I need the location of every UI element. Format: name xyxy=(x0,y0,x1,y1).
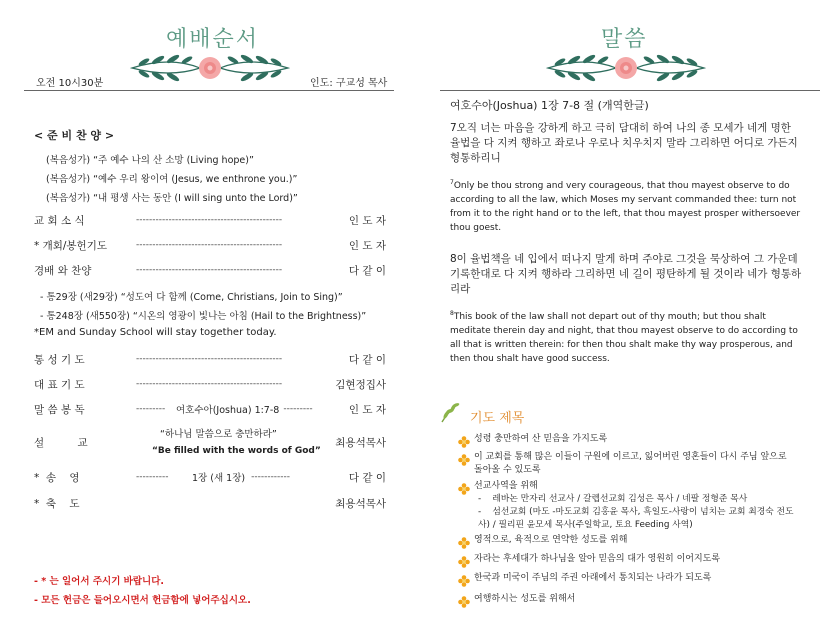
dotted-leader: --------------------------------------------- xyxy=(136,215,283,225)
verse-8-english xyxy=(450,307,806,366)
dotted-leader: ---------- xyxy=(136,472,169,482)
order-row xyxy=(34,350,386,368)
service-time: 오전 10시30분 xyxy=(36,78,104,89)
verse-7-korean: 7오직 너는 마음을 강하게 하고 극히 담대히 하여 나의 종 모세가 네게 명한 율법을 다 지켜 행하고 좌로나 우로나 치우치지 말라 그리하면 어디로 가든지 형통하리니 xyxy=(450,122,798,164)
service-leader: 인도: 구교성 목사 xyxy=(310,78,388,89)
header-rule-left xyxy=(24,90,394,91)
dotted-leader: --------------------------------------------- xyxy=(136,354,283,364)
prayer-item: 자라는 후세대가 하나님을 알아 믿음의 대가 영원히 이어지도록 xyxy=(474,554,721,564)
page-title-left: 예배순서 xyxy=(166,27,260,52)
order-label: 설 교 xyxy=(34,436,88,449)
order-label: * 축 도 xyxy=(34,497,80,510)
dotted-leader: --------- xyxy=(283,404,313,414)
leaf-flower-ornament-right xyxy=(546,52,706,84)
order-label: 경배 와 찬양 xyxy=(34,264,92,277)
order-row xyxy=(34,261,386,279)
order-label: 통 성 기 도 xyxy=(34,353,85,366)
prayer-item: 영적으로, 육적으로 연약한 성도를 위해 xyxy=(474,535,628,545)
worship-song: - 통248장 (새550장) “시온의 영광이 빛나는 아침 (Hail to the Brightness)” xyxy=(40,311,367,322)
prep-song: (복음성가) “내 평생 사는 동안 (I will sing unto the Lord)” xyxy=(46,193,298,204)
prep-song: (복음성가) “주 예수 나의 산 소망 (Living hope)” xyxy=(46,155,254,166)
order-who: 인 도 자 xyxy=(348,214,386,227)
order-label: 대 표 기 도 xyxy=(34,378,85,391)
order-who: 최용석목사 xyxy=(335,436,386,449)
prayer-item: 한국과 미국이 주님의 주권 아래에서 통치되는 나라가 되도록 xyxy=(474,573,712,583)
prep-song: (복음성가) “예수 우리 왕이여 (Jesus, we enthrone you.)” xyxy=(46,174,298,185)
em-note: *EM and Sunday School will stay together today. xyxy=(34,327,277,338)
offering-note: - 모든 헌금은 들어오시면서 헌금함에 넣어주십시오. xyxy=(34,595,251,606)
header-rule-right xyxy=(440,90,820,91)
order-label: 교 회 소 식 xyxy=(34,214,85,227)
dotted-leader: --------------------------------------------- xyxy=(136,240,283,250)
prayer-item: 성령 충만하여 산 믿음을 가지도록 xyxy=(474,434,608,444)
dotted-leader: --------------------------------------------- xyxy=(136,265,283,275)
order-who: 최용석목사 xyxy=(335,497,386,510)
flower-bullet-icon xyxy=(458,593,470,605)
mission-item: - 레바논 만자리 선교사 / 갈렙선교회 김성은 목사 / 네팔 정형준 목사 xyxy=(478,494,748,504)
worship-song: - 통29장 (새29장) “성도여 다 함께 (Come, Christians, Join to Sing)” xyxy=(40,292,343,303)
prayer-item: 여행하시는 성도를 위해서 xyxy=(474,594,576,604)
order-label: * 개회/봉헌기도 xyxy=(34,239,107,252)
flower-bullet-icon xyxy=(458,553,470,565)
order-row-scripture xyxy=(34,400,386,418)
scripture-heading: 여호수아(Joshua) 1장 7-8 절 (개역한글) xyxy=(450,99,649,112)
order-row-benediction xyxy=(34,494,386,512)
order-who: 인 도 자 xyxy=(348,403,386,416)
sermon-title-korean: “하나님 말씀으로 충만하라” xyxy=(160,429,277,440)
verse-text: This book of the law shall not depart out of thy mouth; but thou shalt meditate therein day and night, that thou mayest observe to do according to all that is written therein: for then thou shalt make thy way prosperous, and then thou shalt have good success. xyxy=(450,312,798,364)
sermon-title-english: “Be filled with the words of God” xyxy=(152,446,321,456)
scripture-reference: 여호수아(Joshua) 1:7-8 xyxy=(176,405,280,416)
order-row-hymn xyxy=(34,468,386,486)
standing-note: - * 는 일어서 주시기 바랍니다. xyxy=(34,576,165,587)
prayer-item: 선교사역을 위해 xyxy=(474,481,538,491)
prep-heading: < 준 비 찬 양 > xyxy=(34,129,115,142)
order-who: 다 같 이 xyxy=(348,264,386,277)
mission-item: - 섬선교회 (마도 -마도교회 김홍윤 목사, 흑일도-사랑이 넘치는 교회 최경숙 전도사) / 필리핀 윤모세 목사(주일학교, 토요 Feeding 사역) xyxy=(478,507,794,530)
verse-7-english xyxy=(450,176,806,235)
order-row xyxy=(34,375,386,393)
order-label: 말 씀 봉 독 xyxy=(34,403,85,416)
leaf-sprig-icon xyxy=(438,400,462,424)
dotted-leader: ------------ xyxy=(251,472,291,482)
order-who: 다 같 이 xyxy=(348,471,386,484)
verse-text: Only be thou strong and very courageous, that thou mayest observe to do according to all the law, which Moses my servant commanded thee: turn not from it to the right hand or to the left, that thou mayest prosper withersoever thou goest. xyxy=(450,181,801,233)
dotted-leader: --------- xyxy=(136,404,166,414)
verse-number: 8 xyxy=(450,310,454,317)
flower-bullet-icon xyxy=(458,534,470,546)
verse-8-korean: 8이 율법책을 네 입에서 떠나지 말게 하며 주야로 그것을 묵상하여 그 가운데 기록한대로 다 지켜 행하라 그리하면 네 길이 평탄하게 될 것이라 네가 형통하리라 xyxy=(450,253,802,295)
order-row xyxy=(34,211,386,229)
flower-bullet-icon xyxy=(458,451,470,463)
order-who: 다 같 이 xyxy=(348,353,386,366)
prayer-title: 기도 제목 xyxy=(470,411,525,426)
order-who: 인 도 자 xyxy=(348,239,386,252)
order-who: 김현정집사 xyxy=(335,378,386,391)
page-title-right: 말씀 xyxy=(601,27,648,52)
order-row xyxy=(34,236,386,254)
order-label: * 송 영 xyxy=(34,471,80,484)
flower-bullet-icon xyxy=(458,433,470,445)
flower-bullet-icon xyxy=(458,480,470,492)
hymn-reference: 1장 (새 1장) xyxy=(192,473,246,484)
verse-number: 7 xyxy=(450,179,454,186)
dotted-leader: --------------------------------------------- xyxy=(136,379,283,389)
flower-bullet-icon xyxy=(458,572,470,584)
prayer-item: 이 교회를 통해 많은 이들이 구원에 이르고, 잃어버린 영혼들이 다시 주님 앞으로 돌아올 수 있도록 xyxy=(474,452,787,475)
leaf-flower-ornament-left xyxy=(130,52,290,84)
